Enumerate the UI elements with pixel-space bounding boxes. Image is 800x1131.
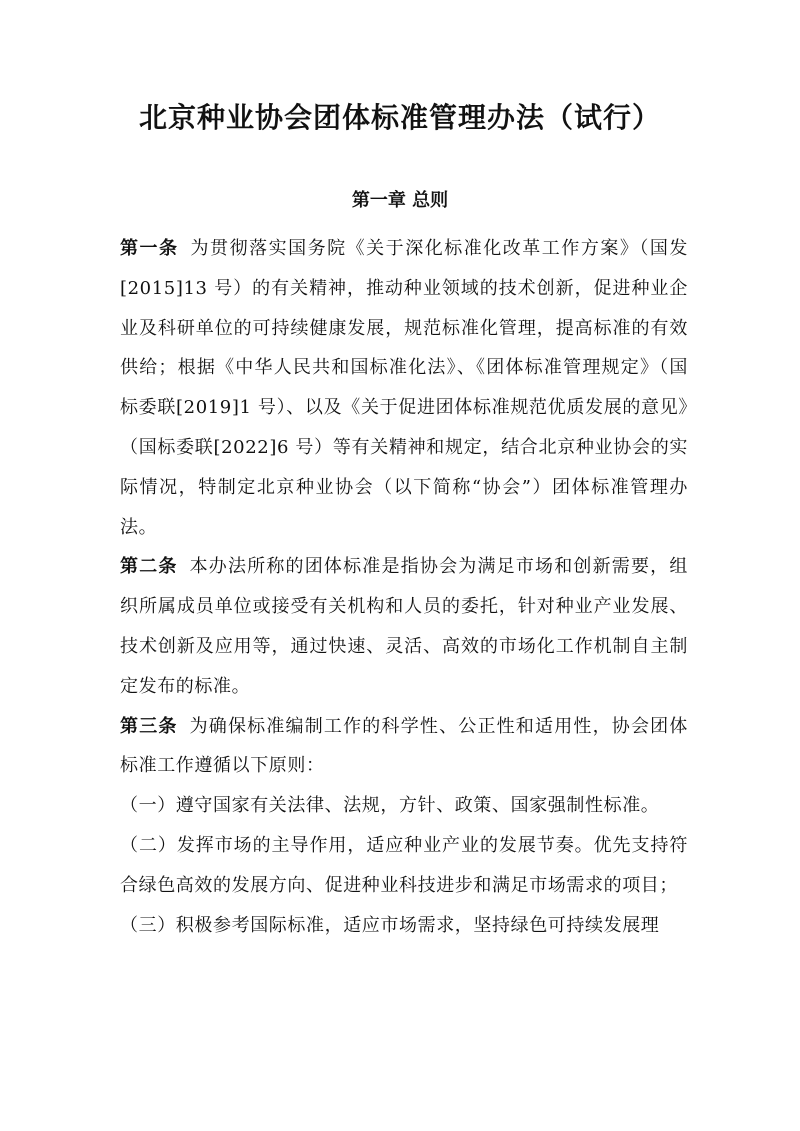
article-text: 本办法所称的团体标准是指协会为满足市场和创新需要，组织所属成员单位或接受有关机构和人员的委托，针对种业产业发展、技术创新及应用等，通过快速、灵活、高效的市场化工作机制自主制 定发布的标准。 [120,556,688,697]
article-label: 第二条 [120,556,178,578]
document-title: 北京种业协会团体标准管理办法（试行） [138,101,661,134]
article-label: 第三条 [120,715,178,737]
article-label: 第一条 [120,238,179,259]
list-item: （二）发挥市场的主导作用，适应种业产业的发展节奏。优先支持符合绿色高效的发展方向、促进种业科技进步和满足市场需求的项目； [120,834,688,896]
document-body [120,229,688,945]
article-3 [120,707,688,787]
article-text: 为贯彻落实国务院《关于深化标准化改革工作方案》（国发[2015]13 号）的有关精神，推动种业领域的技术创新，促进种业企业及科研单位的可持续健康发展，规范标准化管理，提高标准的有效供给；根据《中华人民共和国标准化法》、《团体标准管理规定》（国标委联[2019]1 号）、以及《关于促进团体标准规范优质发展的意见》（国标委联[2022]6 号）等有关精神和规定，结合北京种业协会的实际情况，特制定北京种业协会（以下简称“协会”）团体标准管理办法。 [120,238,688,538]
list-item: （三）积极参考国际标准，适应市场需求，坚持绿色可持续发展理 [120,914,660,936]
article-2 [120,547,688,706]
article-1 [120,229,688,547]
article-text: 为确保标准编制工作的科学性、公正性和适用性，协会团体标准工作遵循以下原则： [120,715,688,777]
chapter-heading: 第一章 总则 [351,190,449,211]
list-item: （一）遵守国家有关法律、法规，方针、政策、国家强制性标准。 [120,795,660,817]
